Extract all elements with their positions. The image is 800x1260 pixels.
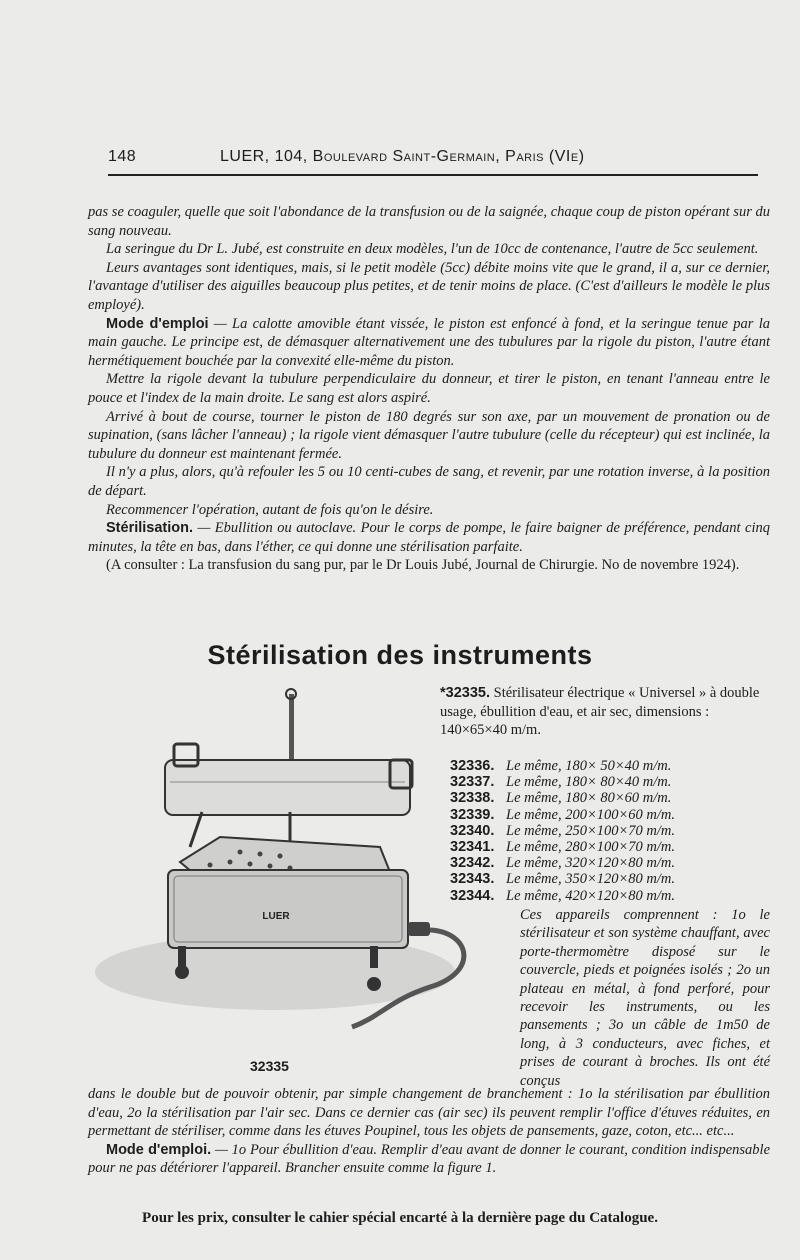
- variant-text: Le même, 280×100×70 m/m.: [506, 839, 675, 856]
- paragraph: pas se coaguler, quelle que soit l'abondance de la transfusion ou de la saignée, chaque coup de piston opérant sur du sang nouveau.: [88, 204, 770, 239]
- page-number: 148: [108, 148, 137, 165]
- product-text: Stérilisateur électrique « Universel » à double usage, ébullition d'eau, et air sec, dimensions : 140×65×40 m/m.: [440, 685, 760, 738]
- paragraph: La seringue du Dr L. Jubé, est construite en deux modèles, l'un de 10cc de contenance, l'autre de 5cc seulement.: [106, 241, 759, 258]
- variant-code: 32338.: [450, 790, 495, 807]
- lid: [165, 760, 410, 815]
- thermometer: [289, 694, 294, 770]
- header-rule: [108, 174, 758, 176]
- variant-row: [450, 871, 750, 887]
- variant-code: 32341.: [450, 839, 495, 856]
- paragraph: Mettre la rigole devant la tubulure perpendiculaire du donneur, et tirer le piston, en tenant l'anneau entre le pouce et l'index de la main droite. Le sang est alors aspiré.: [88, 371, 770, 406]
- variant-text: Le même, 180× 50×40 m/m.: [506, 758, 672, 774]
- variant-row: [450, 758, 750, 774]
- page-header: [108, 148, 758, 170]
- variant-code: 32336.: [450, 758, 495, 774]
- product-description: Ces appareils comprennent : 1o le stérilisateur et son système chauffant, avec porte-thermomètre disposé sur le couvercle, pieds et poignées isolés ; 2o un plateau en métal, à fond perforé, pour recevoir les instruments, ou les pansements ; 3o un câble de 1m50 de long, à 3 conducteurs, avec fiches, et prises de courant à broches. Ils ont été conçus: [520, 907, 770, 1089]
- product-code: *32335.: [440, 685, 490, 701]
- variant-row: [450, 790, 750, 806]
- variant-text: Le même, 420×120×80 m/m.: [506, 887, 675, 904]
- reference-paragraph: (A consulter : La transfusion du sang pur, par le Dr Louis Jubé, Journal de Chirurgie. No de novembre 1924).: [106, 557, 740, 574]
- mode-emploi-text: — La calotte amovible étant vissée, le piston est enfoncé à fond, et la seringue tenue par la main gauche. Le principe est, de démasquer alternativement une des tubulures par la rigole du piston, l'autre étant hermétiquement bouchée par la convexité elle-même du piston.: [88, 315, 770, 369]
- illustration-caption: 32335: [250, 1058, 289, 1074]
- variant-row: [450, 888, 750, 904]
- variant-code: 32339.: [450, 806, 495, 823]
- mode-emploi-2-label: Mode d'emploi.: [106, 1141, 212, 1158]
- variant-row: [450, 807, 750, 823]
- mode-emploi-label: Mode d'emploi: [106, 315, 209, 332]
- main-product: [440, 684, 770, 740]
- variant-text: Le même, 180× 80×40 m/m.: [506, 774, 672, 791]
- variant-code: 32342.: [450, 855, 495, 872]
- variant-code: 32343.: [450, 871, 495, 888]
- variant-text: Le même, 350×120×80 m/m.: [506, 871, 675, 888]
- variant-text: Le même, 320×120×80 m/m.: [506, 855, 675, 872]
- bottom-text: [88, 1085, 770, 1178]
- section-title: Stérilisation des instruments: [207, 640, 593, 670]
- variant-row: [450, 774, 750, 790]
- variant-code: 32344.: [450, 887, 495, 904]
- price-footer: Pour les prix, consulter le cahier spécial encarté à la dernière page du Catalogue.: [142, 1210, 658, 1226]
- variant-code: 32340.: [450, 822, 495, 839]
- variant-text: Le même, 200×100×60 m/m.: [506, 806, 675, 823]
- paragraph: Recommencer l'opération, autant de fois qu'on le désire.: [106, 501, 434, 518]
- plug: [408, 922, 430, 936]
- paragraph: Arrivé à bout de course, tourner le piston de 180 degrés sur son axe, par un mouvement de pronation ou de supination, (sans lâcher l'anneau) ; la rigole vient démasquer l'autre tubulure (celle du récepteur) qui est inclinée, la tubulure du donneur est maintenant fermée.: [88, 408, 770, 462]
- sterilisation-paragraph: [88, 519, 770, 556]
- tank-body: [168, 870, 408, 948]
- variant-text: Le même, 250×100×70 m/m.: [506, 822, 675, 839]
- paragraph: dans le double but de pouvoir obtenir, par simple changement de branchement : 1o la stérilisation par ébullition d'eau, 2o la stérilisation par l'air sec. Dans ce dernier cas (air sec) ils peuvent remplir l'office d'étuves réduites, en permettant de stériliser, comme dans les étuves Poupinel, tous les objets de pansements, gaze, coton, etc... etc...: [88, 1086, 770, 1140]
- mode-emploi-paragraph: [88, 315, 770, 371]
- paragraph: Il n'y a plus, alors, qu'à refouler les 5 ou 10 centi-cubes de sang, et revenir, par une rotation inverse, à la position de départ.: [88, 464, 770, 499]
- body-text: [88, 203, 770, 575]
- variant-row: [450, 855, 750, 871]
- mode-emploi-2-text: — 1o Pour ébullition d'eau. Remplir d'eau avant de donner le courant, condition indispensable pour ne pas détériorer l'appareil. Brancher ensuite comme la figure 1.: [88, 1141, 771, 1177]
- product-variants: [450, 758, 750, 904]
- variant-row: [450, 839, 750, 855]
- header-title: LUER, 104, Boulevard Saint-Germain, Paris (VIe): [220, 148, 585, 165]
- brand-plate: LUER: [262, 911, 290, 922]
- variant-code: 32337.: [450, 774, 495, 791]
- sterilisation-label: Stérilisation.: [106, 520, 194, 537]
- variant-text: Le même, 180× 80×60 m/m.: [506, 790, 672, 807]
- sterilizer-illustration: [90, 682, 470, 1042]
- mode-emploi-2-paragraph: [88, 1141, 770, 1178]
- variant-row: [450, 823, 750, 839]
- paragraph: Leurs avantages sont identiques, mais, si le petit modèle (5cc) débite moins vite que le grand, il a, sur ce dernier, l'avantage d'utiliser des aiguilles beaucoup plus petites, et de tenir moins de place. (C'est d'ailleurs le modèle le plus employé).: [88, 259, 770, 313]
- sterilisation-text: — Ebullition ou autoclave. Pour le corps de pompe, le faire baigner de préférence, pendant cinq minutes, la tête en bas, dans l'éther, ce qui donne une stérilisation parfaite.: [88, 520, 770, 555]
